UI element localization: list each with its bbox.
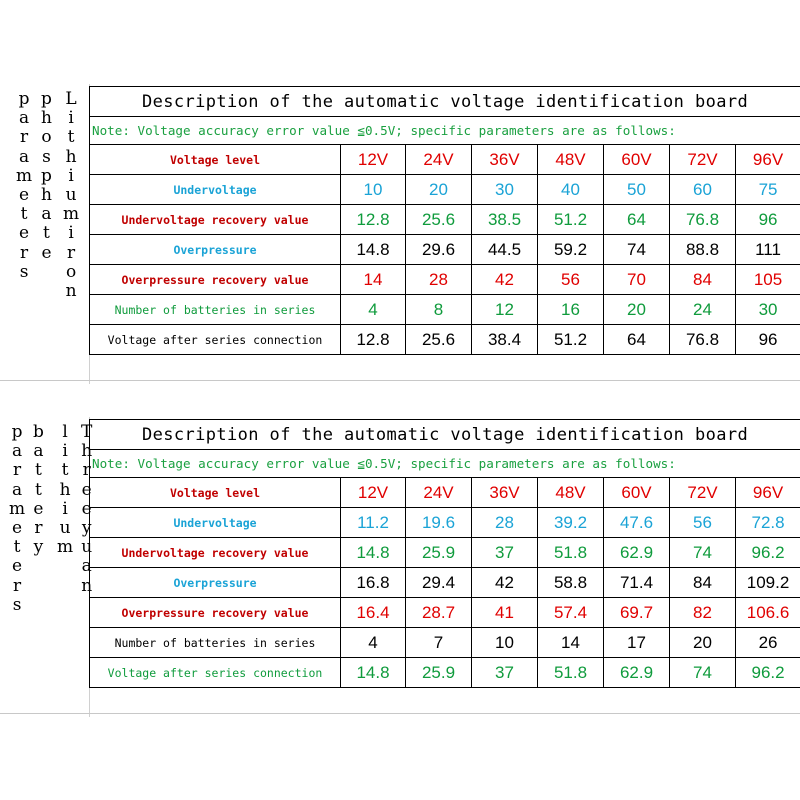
value-cell: 62.9: [604, 658, 670, 688]
value-cell: 59.2: [538, 235, 604, 265]
value-cell: 56: [670, 508, 736, 538]
value-cell: 88.8: [670, 235, 736, 265]
value-cell: 51.8: [538, 658, 604, 688]
value-cell: 7: [406, 628, 472, 658]
row-label: Number of batteries in series: [90, 628, 341, 658]
side-label-col-3: [63, 90, 79, 301]
value-cell: 111: [736, 235, 800, 265]
value-cell: 12: [472, 295, 538, 325]
side-label-letter: s: [42, 146, 51, 167]
row-label: Voltage level: [90, 145, 341, 175]
value-cell: 30: [472, 175, 538, 205]
value-cell: 96V: [736, 145, 800, 175]
row-label: Voltage level: [90, 478, 341, 508]
side-label-letter: t: [13, 537, 21, 558]
value-cell: 51.2: [538, 325, 604, 355]
side-label-letter: r: [12, 460, 22, 481]
value-cell: 8: [406, 295, 472, 325]
value-cell: 96.2: [736, 658, 800, 688]
side-label-letter: h: [65, 146, 77, 167]
side-label-letter: h: [81, 441, 93, 462]
row-label: Overpressure: [90, 568, 341, 598]
value-cell: 58.8: [538, 568, 604, 598]
side-label-letter: h: [41, 184, 52, 205]
value-cell: 14.8: [341, 538, 406, 568]
side-label-letter: u: [65, 184, 77, 205]
value-cell: 14: [341, 265, 406, 295]
side-label-letter: s: [12, 594, 22, 615]
side-label-col-1: [16, 90, 32, 282]
value-cell: 39.2: [538, 508, 604, 538]
value-cell: 38.4: [472, 325, 538, 355]
side-label-letter: p: [41, 165, 52, 186]
title-row: [90, 87, 800, 117]
side-label-letter: e: [81, 498, 92, 519]
side-label-letter: n: [81, 575, 93, 596]
row-label: Voltage after series connection: [90, 325, 341, 355]
value-cell: 48V: [538, 478, 604, 508]
value-cell: 69.7: [604, 598, 670, 628]
side-label-letter: t: [61, 460, 69, 481]
value-cell: 36V: [472, 478, 538, 508]
table-body: [90, 420, 800, 688]
value-cell: 14.8: [341, 658, 406, 688]
value-cell: 51.2: [538, 205, 604, 235]
side-label-letter: m: [16, 165, 33, 186]
value-cell: 44.5: [472, 235, 538, 265]
value-cell: 56: [538, 265, 604, 295]
side-label-letter: p: [18, 89, 30, 109]
value-cell: 28: [472, 508, 538, 538]
side-label-col-2: [41, 90, 52, 263]
value-cell: 74: [604, 235, 670, 265]
value-cell: 20: [604, 295, 670, 325]
value-cell: 29.4: [406, 568, 472, 598]
value-cell: 12V: [341, 145, 406, 175]
value-cell: 28: [406, 265, 472, 295]
divider: [0, 713, 800, 714]
value-cell: 74: [670, 658, 736, 688]
value-cell: 75: [736, 175, 800, 205]
side-label-letter: l: [62, 422, 68, 442]
value-cell: 60V: [604, 478, 670, 508]
side-label-letter: t: [20, 204, 28, 225]
table-row: [90, 265, 800, 295]
table-row: [90, 175, 800, 205]
side-label-letter: i: [68, 165, 74, 186]
value-cell: 60: [670, 175, 736, 205]
value-cell: 20: [406, 175, 472, 205]
value-cell: 96: [736, 325, 800, 355]
side-label-letter: m: [63, 204, 80, 225]
value-cell: 16.4: [341, 598, 406, 628]
value-cell: 42: [472, 568, 538, 598]
side-label-col-3: [57, 423, 73, 557]
value-cell: 24: [670, 295, 736, 325]
side-label-letter: i: [68, 108, 74, 129]
table-row: [90, 478, 800, 508]
top-sheet: [0, 84, 800, 384]
side-label-letter: r: [82, 460, 91, 481]
row-label: Undervoltage recovery value: [90, 205, 341, 235]
value-cell: 37: [472, 538, 538, 568]
note-row: [90, 117, 800, 145]
value-cell: 84: [670, 568, 736, 598]
side-label-letter: a: [41, 204, 52, 225]
side-label-letter: T: [81, 422, 93, 442]
table-row: [90, 598, 800, 628]
side-label-letter: m: [9, 498, 26, 519]
value-cell: 25.6: [406, 205, 472, 235]
value-cell: 12.8: [341, 325, 406, 355]
side-label-letter: e: [33, 498, 44, 519]
value-cell: 74: [670, 538, 736, 568]
side-label-letter: y: [33, 537, 44, 558]
value-cell: 26: [736, 628, 800, 658]
side-label-letter: s: [19, 261, 29, 282]
value-cell: 51.8: [538, 538, 604, 568]
side-label-letter: p: [41, 89, 52, 109]
value-cell: 30: [736, 295, 800, 325]
value-cell: 60V: [604, 145, 670, 175]
bottom-sheet: [0, 417, 800, 717]
side-label-letter: e: [12, 517, 23, 538]
side-label-letter: a: [18, 108, 30, 129]
value-cell: 71.4: [604, 568, 670, 598]
side-label-letter: r: [19, 242, 29, 263]
table-row: [90, 658, 800, 688]
table-title: Description of the automatic voltage identification board: [90, 420, 800, 450]
side-label-letter: r: [34, 517, 43, 538]
value-cell: 47.6: [604, 508, 670, 538]
side-label-letter: e: [19, 223, 30, 244]
value-cell: 25.9: [406, 538, 472, 568]
value-cell: 14.8: [341, 235, 406, 265]
value-cell: 11.2: [341, 508, 406, 538]
value-cell: 4: [341, 295, 406, 325]
value-cell: 10: [341, 175, 406, 205]
value-cell: 12.8: [341, 205, 406, 235]
value-cell: 20: [670, 628, 736, 658]
side-label-letter: u: [59, 517, 71, 538]
side-label-letter: a: [11, 479, 23, 500]
value-cell: 38.5: [472, 205, 538, 235]
row-label: Overpressure: [90, 235, 341, 265]
side-label-letter: a: [11, 441, 23, 462]
side-label-letter: t: [35, 479, 42, 500]
value-cell: 96.2: [736, 538, 800, 568]
spec-table-1: [89, 86, 800, 355]
value-cell: 48V: [538, 145, 604, 175]
value-cell: 16: [538, 295, 604, 325]
value-cell: 57.4: [538, 598, 604, 628]
value-cell: 106.6: [736, 598, 800, 628]
value-cell: 72V: [670, 145, 736, 175]
value-cell: 16.8: [341, 568, 406, 598]
side-label-letter: o: [41, 127, 52, 148]
table-row: [90, 205, 800, 235]
row-label: Undervoltage recovery value: [90, 538, 341, 568]
table-row: [90, 628, 800, 658]
accuracy-note: Note: Voltage accuracy error value ≦0.5V; specific parameters are as follows:: [90, 450, 800, 478]
value-cell: 50: [604, 175, 670, 205]
value-cell: 28.7: [406, 598, 472, 628]
value-cell: 37: [472, 658, 538, 688]
table-row: [90, 145, 800, 175]
value-cell: 10: [472, 628, 538, 658]
value-cell: 40: [538, 175, 604, 205]
table-row: [90, 538, 800, 568]
side-label-letter: m: [57, 537, 74, 558]
side-label-letter: e: [12, 556, 23, 577]
side-label-letter: h: [59, 479, 71, 500]
row-label: Number of batteries in series: [90, 295, 341, 325]
value-cell: 82: [670, 598, 736, 628]
side-label-letter: r: [66, 242, 76, 263]
accuracy-note: Note: Voltage accuracy error value ≦0.5V; specific parameters are as follows:: [90, 117, 800, 145]
side-label-letter: a: [33, 441, 44, 462]
value-cell: 64: [604, 205, 670, 235]
value-cell: 70: [604, 265, 670, 295]
side-label-letter: t: [67, 127, 75, 148]
value-cell: 4: [341, 628, 406, 658]
divider: [0, 380, 800, 381]
value-cell: 72.8: [736, 508, 800, 538]
side-label-letter: p: [11, 422, 23, 442]
side-label-letter: t: [35, 460, 42, 481]
side-label-letter: t: [43, 223, 50, 244]
value-cell: 41: [472, 598, 538, 628]
value-cell: 96V: [736, 478, 800, 508]
side-label-letter: h: [41, 108, 52, 129]
value-cell: 25.9: [406, 658, 472, 688]
side-label-letter: r: [19, 127, 29, 148]
row-label: Voltage after series connection: [90, 658, 341, 688]
row-label: Undervoltage: [90, 508, 341, 538]
side-label-letter: L: [65, 89, 77, 109]
side-label-letter: r: [12, 575, 22, 596]
side-label-letter: e: [81, 479, 92, 500]
value-cell: 25.6: [406, 325, 472, 355]
table-row: [90, 295, 800, 325]
side-label-letter: u: [81, 537, 93, 558]
value-cell: 24V: [406, 145, 472, 175]
table-row: [90, 568, 800, 598]
value-cell: 96: [736, 205, 800, 235]
side-label-letter: a: [81, 556, 92, 577]
value-cell: 109.2: [736, 568, 800, 598]
value-cell: 24V: [406, 478, 472, 508]
title-row: [90, 420, 800, 450]
table-row: [90, 325, 800, 355]
value-cell: 36V: [472, 145, 538, 175]
side-label-letter: y: [81, 517, 92, 538]
table-title: Description of the automatic voltage identification board: [90, 87, 800, 117]
value-cell: 19.6: [406, 508, 472, 538]
value-cell: 105: [736, 265, 800, 295]
side-label-letter: i: [68, 223, 74, 244]
spec-table-2: [89, 419, 800, 688]
side-label-letter: e: [19, 184, 30, 205]
side-label-letter: o: [65, 261, 77, 282]
side-label-letter: n: [65, 280, 77, 301]
value-cell: 29.6: [406, 235, 472, 265]
value-cell: 62.9: [604, 538, 670, 568]
side-label-letter: a: [18, 146, 30, 167]
value-cell: 42: [472, 265, 538, 295]
value-cell: 64: [604, 325, 670, 355]
value-cell: 76.8: [670, 205, 736, 235]
value-cell: 84: [670, 265, 736, 295]
side-label-col-1: [9, 423, 25, 615]
note-row: [90, 450, 800, 478]
value-cell: 12V: [341, 478, 406, 508]
table-row: [90, 508, 800, 538]
row-label: Overpressure recovery value: [90, 265, 341, 295]
table-body: [90, 87, 800, 355]
table-row: [90, 235, 800, 265]
value-cell: 72V: [670, 478, 736, 508]
row-label: Overpressure recovery value: [90, 598, 341, 628]
side-label-letter: b: [33, 422, 44, 442]
row-label: Undervoltage: [90, 175, 341, 205]
value-cell: 14: [538, 628, 604, 658]
value-cell: 76.8: [670, 325, 736, 355]
side-label-letter: i: [62, 441, 68, 462]
side-label-col-2: [33, 423, 44, 557]
side-label-letter: e: [41, 242, 52, 263]
value-cell: 17: [604, 628, 670, 658]
side-label-letter: i: [62, 498, 68, 519]
